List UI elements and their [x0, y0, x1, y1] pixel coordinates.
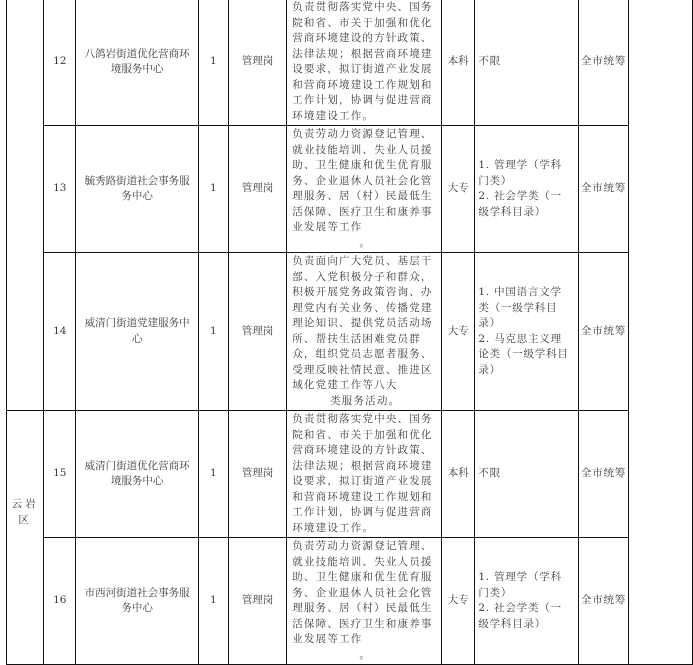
education-requirement: 本科: [442, 411, 475, 538]
unit-name: 毓秀路街道社会事务服务中心: [76, 126, 198, 253]
row-number: 14: [44, 253, 76, 411]
position-count: 1: [198, 0, 228, 126]
job-description: [287, 126, 442, 253]
major-requirement: [475, 126, 578, 253]
major-item: 2. 马克思主义理论类（一级学科目录）: [478, 332, 569, 376]
job-description: [287, 411, 442, 538]
unit-name: 威清门街道优化营商环境服务中心: [76, 411, 198, 538]
row-number: 13: [44, 126, 76, 253]
table-row: [7, 538, 693, 665]
post-type: 管理岗: [228, 253, 286, 411]
major-item: 1. 管理学（学科门类）: [478, 571, 562, 599]
recruitment-scope: 全市统筹: [578, 538, 629, 665]
post-type: 管理岗: [228, 126, 286, 253]
description-text: 负责劳动力资源登记管理、就业技能培训、失业人员援助、卫生健康和优生优育服务、企业退休人员社会化管理服务、居（村）民最低生活保障、医疗卫生和康养事业发展等工作: [292, 128, 433, 233]
post-type: 管理岗: [228, 538, 286, 665]
education-requirement: 大专: [442, 538, 475, 665]
major-item: 2. 社会学类（一级学科目录）: [478, 190, 562, 218]
major-item: 不限: [478, 467, 501, 480]
description-tail: 类服务活动。: [330, 394, 401, 407]
unit-name: 威清门街道党建服务中心: [76, 253, 198, 411]
post-type: 管理岗: [228, 0, 286, 126]
table-row: [7, 411, 693, 538]
table-row: [7, 0, 693, 126]
major-requirement: [475, 253, 578, 411]
district-cell: [7, 0, 44, 411]
position-count: 1: [198, 126, 228, 253]
recruitment-scope: 全市统筹: [578, 253, 629, 411]
description-tail: 。: [359, 648, 372, 661]
major-item: 不限: [478, 55, 501, 68]
row-number: 15: [44, 411, 76, 538]
job-description: [287, 538, 442, 665]
post-type: 管理岗: [228, 411, 286, 538]
major-requirement: [475, 411, 578, 538]
position-count: 1: [198, 411, 228, 538]
major-item: 2. 社会学类（一级学科目录）: [478, 602, 562, 630]
table-row: [7, 126, 693, 253]
job-description: [287, 253, 442, 411]
education-requirement: 大专: [442, 126, 475, 253]
unit-name: 八鸽岩街道优化营商环境服务中心: [76, 0, 198, 126]
recruitment-scope: 全市统筹: [578, 126, 629, 253]
table-row: [7, 253, 693, 411]
recruitment-scope: 全市统筹: [578, 411, 629, 538]
major-requirement: [475, 538, 578, 665]
district-cell: [7, 411, 44, 665]
unit-name: 市西河街道社会事务服务中心: [76, 538, 198, 665]
position-count: 1: [198, 538, 228, 665]
description-text: 负责劳动力资源登记管理、就业技能培训、失业人员援助、卫生健康和优生优育服务、企业退休人员社会化管理服务、居（村）民最低生活保障、医疗卫生和康养事业发展等工作: [292, 540, 433, 645]
education-requirement: 本科: [442, 0, 475, 126]
description-tail: 。: [359, 236, 372, 249]
major-item: 1. 管理学（学科门类）: [478, 159, 562, 187]
description-text: 负责贯彻落实党中央、国务院和省、市关于加强和优化营商环境建设的方针政策、法律法规；根据营商环境建设要求，拟订街道产业发展和营商环境建设工作规划和工作计划，协调与促进营商环境建设工作。: [292, 413, 433, 534]
district-label: 云岩区: [11, 498, 39, 526]
job-description: [287, 0, 442, 126]
major-item: 1. 中国语言文学类（一级学科目录）: [478, 286, 562, 329]
education-requirement: 大专: [442, 253, 475, 411]
row-number: 16: [44, 538, 76, 665]
row-number: 12: [44, 0, 76, 126]
description-text: 负责贯彻落实党中央、国务院和省、市关于加强和优化营商环境建设的方针政策、法律法规；根据营商环境建设要求，拟订街道产业发展和营商环境建设工作规划和工作计划，协调与促进营商环境建设工作。: [292, 1, 433, 122]
recruitment-scope: 全市统筹: [578, 0, 629, 126]
description-text: 负责面向广大党员、基层干部、入党积极分子和群众，积极开展党务政策咨询、办理党内有关业务、传播党建理论知识、提供党员活动场所、帮扶生活困难党员群众，组织党员志愿者服务、受理反映社情民意、推进区域化党建工作等八大: [292, 255, 433, 391]
recruitment-table: [6, 0, 693, 665]
major-requirement: [475, 0, 578, 126]
position-count: 1: [198, 253, 228, 411]
